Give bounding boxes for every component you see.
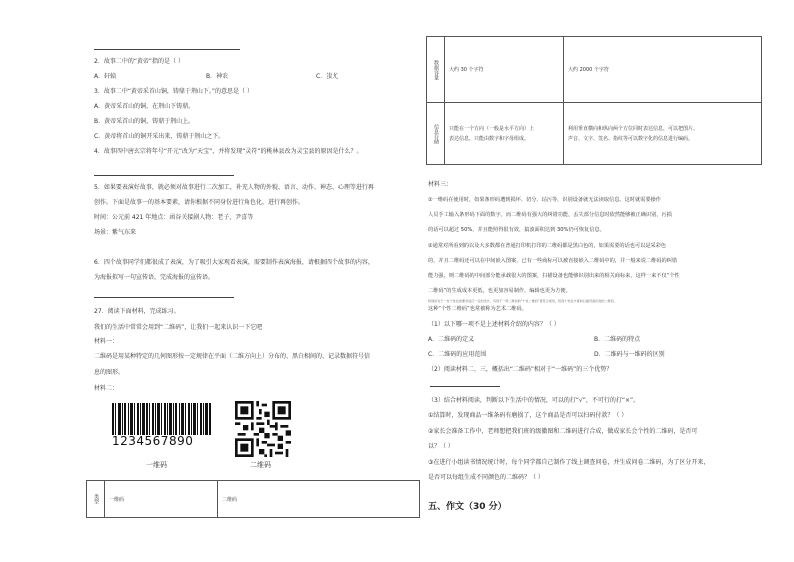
answer-line [94, 175, 234, 176]
question-5-line-2: 创作。下面是故事一的基本要素，请你根据不同身份进行角色化，进行再创作。 [94, 199, 305, 206]
material-1-label: 材料一： [94, 338, 119, 345]
question-4: 4．故事四中唐玄宗将年号“开元”改为“天宝”，并将发现“灵符”的桃林县改为灵宝县的原因是什么？。 [94, 148, 363, 155]
storage-qrcode-line-1: 利用垂直横向和纵向两个方位同时表达信息，可以把图片、 [568, 125, 699, 132]
material-3-line-7: 二维码”的生成成本更低，也更加容易制作，编辑也更为方便。 [428, 288, 571, 294]
section-5-title: 五、作文（30 分） [428, 502, 507, 512]
material-3-line-2: 人员手工输入条形码下面的数字。而二维码有强大的纠错功能，丢失部分信息时依然能够被正确识别，污损 [428, 212, 672, 218]
row-info-storage-qrcode [564, 103, 762, 165]
qrcode-image [235, 401, 291, 457]
row-data-capacity-qrcode: 大约 2000 个字符 [564, 37, 762, 103]
answer-line [94, 49, 240, 50]
question-5-line-1: 5．如果要表演好故事，就必须对故事进行二次加工，补充人物的外貌、语言、动作、神态、心理等进行再 [94, 184, 374, 191]
table-col-qrcode: 二维码 [218, 481, 420, 518]
sub-question-1: （1）以下哪一项不是上述材料介绍的内容？（ ） [428, 321, 560, 328]
material-3-line-3: 的话可以超过 50%，并且能照得很有效，搞波面积达到 30%仍可恢复信息。 [428, 227, 605, 233]
option-b: B．神农 [206, 73, 229, 80]
question-3-option-b: B．黄帝采首山的铜，铸鼎于荆山上。 [94, 118, 195, 125]
material-3-line-4: ②通常对所看到的以及大多数都在普通打印机打印的二维码都是黑白色的，如果需要的话也可以是采彩色 [428, 243, 667, 249]
option-a: A．轩辕 [94, 73, 117, 80]
material-3-label: 材料三： [428, 181, 453, 188]
intro-text: 我们的生活中常常会用到“二维码”，让我们一起来认识一下它吧 [94, 324, 263, 331]
option-c: C．蚩尤 [316, 73, 339, 80]
row-info-storage-label: 信息存储 [427, 103, 445, 165]
question-3-option-c: C．黄帝将首山的铜开采出来，铸鼎于荆山之下。 [94, 133, 225, 140]
material-2-label: 材料二： [94, 385, 119, 392]
storage-barcode-line-2: 表达信息，只能由数字和字母组成。 [449, 135, 530, 142]
barcode-number: 1234567890 [112, 434, 194, 448]
material-3-line-5: 的，并且二维码还可以在中间嵌入图案，已有一些商标可以被直接嵌入二维码中的，并一般来说二维码的纠错 [428, 258, 678, 264]
sub-question-3-item-1: ①结算时，发现商品一维条码有磨损了，这个商品是否可以扫码付款？（ ） [428, 412, 628, 419]
answer-line [430, 386, 500, 387]
question-3: 3．故事二中“黄帝采首山铜，铸鼎于荆山下。”的意思是（ ） [94, 88, 253, 95]
option-d: D．二维码与一维码的区别 [594, 351, 665, 358]
sub-question-3-item-2-cont: 以？（ ） [428, 443, 454, 450]
barcode-caption: 一维码 [146, 461, 167, 469]
sub-question-2: （2）阅读材料二、三，概括出“二维码”相对于“一维码”的三个优势？ [428, 366, 613, 373]
row-data-capacity-label: 数据容量 [427, 37, 445, 103]
answer-line [94, 297, 234, 298]
storage-qrcode-line-2: 声音、文字、签名、指纹等可以数字化的信息进行编码。 [568, 135, 694, 142]
material-3-line-1: ①一维码在使用时，如果条形码遭到损坏、切分、玷污等，识别设备就无法读取信息。这时就需要操作 [428, 197, 661, 203]
comparison-table [426, 36, 762, 165]
table-col-barcode: 一维码 [105, 481, 218, 518]
question-2: 2．故事二中的“黄帝”指的是（ ） [94, 58, 184, 65]
question-3-option-a: A．黄帝采首山的铜，在荆山下铸鼎。 [94, 103, 195, 110]
material-3-line-8: 特别是对于一些个性化的要求进行一定的设计，有别于一般二维码的“个性二维码”更符合视觉，将刻个性化丰富的扫描设备识别的二维码， [428, 299, 617, 303]
qrcode-caption: 二维码 [250, 461, 271, 469]
material-1-line-1: 二维码是用某种特定的几何图形按一定规律在平面（二维方向上）分布的、黑白相间的、记录数据符号信 [94, 353, 371, 360]
comparison-table-header [86, 480, 420, 518]
sub-question-3: （3）结合材料阅读，判断以下生活中的情况，可以的打“√”，不可行的打“×”。 [428, 397, 640, 404]
storage-barcode-line-1: 只能在一个方向（一般是水平方向）上 [449, 125, 535, 132]
material-3-line-9: 这种“个性二维码”也常被称为艺术二维码。 [428, 306, 527, 312]
material-1-line-2: 息的图形。 [94, 369, 125, 376]
sub-question-3-item-3: ③在进行小组读书情况统计时，每个同学都自己制作了线上调查问卷，并生成问卷二维码，为了区分开来， [428, 459, 710, 466]
table-type-label: 类型 [87, 481, 105, 518]
row-data-capacity-barcode: 大约 30 个字符 [445, 37, 564, 103]
option-b: B．二维码的特点 [594, 336, 641, 343]
question-6-line-2: 为海报拟写一句宣传语，完成海报的宣传语。 [94, 274, 215, 281]
row-info-storage-barcode [445, 103, 564, 165]
sub-question-3-item-2: ②家长会准备工作中，老师想把我们班的级徽图和二维码进行合成，做成家长会个性的二维码，是否可 [428, 428, 698, 435]
option-c: C．二维码的应用范围 [428, 351, 487, 358]
option-a: A．二维码的定义 [428, 336, 475, 343]
sub-question-3-item-3-cont: 是否可以每组生成不同颜色的二维码？（ ） [428, 474, 544, 481]
question-27-title: 27．阅读下面材料，完成练习。 [94, 308, 180, 315]
question-6-line-1: 6．四个故事同学们都很成了表演，为了吸引大家观看表演，需要制作表演海报，请根据四个故事的内容， [94, 259, 374, 266]
material-3-line-6: 能力强，则二维码的中间部分能承载很大的图案，扫描设备也能够识别出来的相关商标来，这样一来不仅“个性 [428, 273, 680, 279]
question-5-line-4: 场景：紫气东来 [94, 229, 137, 236]
question-5-line-3: 时间：公元前 421 年地点：函谷关接剧人物：老子，尹喜等 [94, 214, 254, 221]
